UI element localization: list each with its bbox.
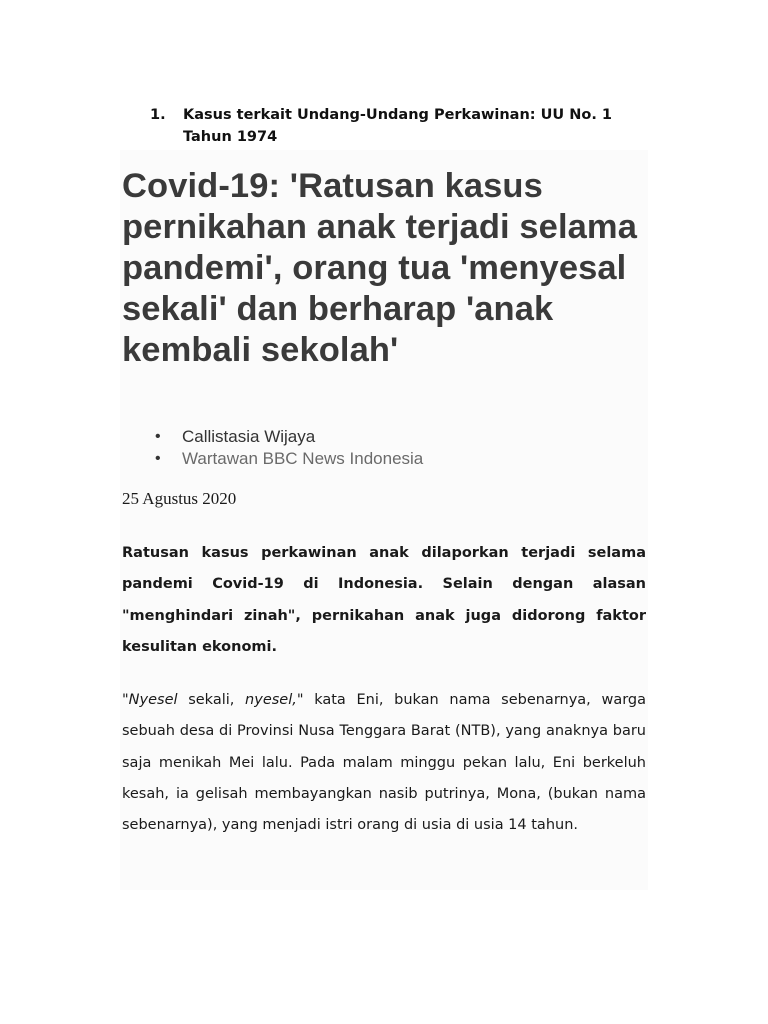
byline-role: • Wartawan BBC News Indonesia: [155, 448, 423, 470]
list-number: 1.: [150, 107, 166, 123]
numbered-list-item: [150, 104, 650, 148]
quote-italic-2: nyesel,: [245, 692, 297, 708]
quote-rest: kata Eni, bukan nama sebenarnya, warga sebuah desa di Provinsi Nusa Tenggara Barat (NTB), yang anaknya baru saja menikah Mei lalu. Pada malam minggu pekan lalu, Eni berkeluh kesah, ia gelisah membayangkan nasib putrinya, Mona, (bukan nama sebenarnya), yang menjadi istri orang di usia di usia 14 tahun.: [122, 692, 646, 834]
quote-close: ": [296, 692, 304, 708]
quote-italic-1: Nyesel: [128, 692, 178, 708]
article-date: 25 Agustus 2020: [122, 489, 237, 508]
article-lead-paragraph: Ratusan kasus perkawinan anak dilaporkan terjadi selama pandemi Covid-19 di Indonesia. Selain dengan alasan "menghindari zinah", pernikahan anak juga didorong faktor kesulitan ekonomi.: [122, 545, 646, 655]
quote-open: ": [122, 692, 129, 708]
list-item-text: Kasus terkait Undang-Undang Perkawinan: UU No. 1 Tahun 1974: [183, 107, 612, 145]
article-body-paragraph: [122, 685, 646, 841]
byline-author: • Callistasia Wijaya: [155, 426, 423, 448]
byline-list: [155, 426, 423, 470]
article-headline: Covid-19: 'Ratusan kasus pernikahan anak terjadi selama pandemi', orang tua 'menyesal sekali' dan berharap 'anak kembali sekolah': [122, 167, 637, 369]
quote-mid: sekali,: [177, 692, 246, 708]
